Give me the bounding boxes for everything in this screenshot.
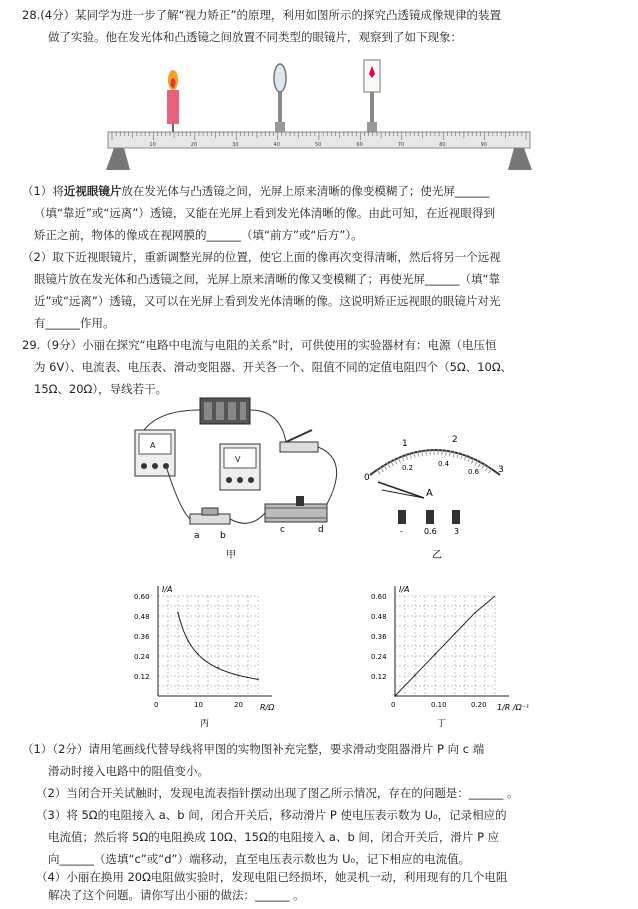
data-point xyxy=(177,612,179,614)
data-point xyxy=(394,695,396,697)
y-tick-label: 0.12 xyxy=(134,673,150,681)
rheostat-icon xyxy=(265,496,327,522)
ruler-tick-label: 10 xyxy=(149,142,156,148)
y-tick-label: 0.60 xyxy=(371,593,387,601)
q29-part4-line1: （4）小丽在换用 20Ω电阻做实验时，发现电阻已经损坏，她灵机一动，利用现有的几个电阻 xyxy=(36,870,508,884)
y-tick-label: 0.12 xyxy=(371,673,387,681)
ruler-tick-label: 60 xyxy=(356,142,363,148)
terminal-06: 0.6 xyxy=(424,527,437,536)
y-tick-label: 0.24 xyxy=(134,653,150,661)
data-point xyxy=(237,674,239,676)
q28-header-2: 做了实验。他在发光体和凸透镜之间放置不同类型的眼镜片，观察到了如下现象： xyxy=(48,30,462,44)
ammeter-icon xyxy=(135,430,175,476)
y-tick-label: 0.36 xyxy=(371,633,387,641)
dial-sub-04: 0.4 xyxy=(438,460,450,468)
chart-caption: 丁 xyxy=(437,719,447,729)
x-tick-label: 0 xyxy=(154,701,159,709)
q28-part2-line4: 有______作用。 xyxy=(34,316,115,330)
q28-part2-line1: （2）取下近视眼镜片，重新调整光屏的位置，使它上面的像再次变得清晰，然后将另一个远视 xyxy=(22,250,501,264)
q28-header: 28.(4分）某同学为进一步了解“视力矫正”的原理，利用如图所示的探究凸透镜成像规律的装置 xyxy=(22,8,502,22)
q29-part3-line2: 电流值；然后将 5Ω的电阻换成 10Ω、15Ω的电阻接入 a、b 间，闭合开关后，滑片 P 应 xyxy=(48,830,500,844)
fig-yi-caption: 乙 xyxy=(432,550,442,561)
x-tick-label: 0.10 xyxy=(431,701,447,709)
x-tick-label: 0 xyxy=(391,701,396,709)
dial-unit: A xyxy=(426,488,433,499)
y-tick-label: 0.36 xyxy=(134,633,150,641)
voltmeter-icon xyxy=(220,444,260,490)
dial-scale-1: 1 xyxy=(402,439,408,449)
ruler-tick-label: 20 xyxy=(190,142,198,148)
ammeter-dial-figure-yi xyxy=(360,430,510,565)
ruler-tick-label: 80 xyxy=(439,142,446,148)
x-axis-label: R/Ω xyxy=(260,703,275,712)
label-a: a xyxy=(194,531,200,541)
x-tick-label: 20 xyxy=(234,701,243,709)
ruler-tick-label: 40 xyxy=(273,142,280,148)
terminal-3: 3 xyxy=(454,527,460,536)
dial-scale-3: 3 xyxy=(498,465,504,475)
q29-part1-line1: （1）（2分）请用笔画线代替导线将甲图的实物图补充完整，要求滑动变阻器滑片 P 向 c 端 xyxy=(22,742,485,756)
q29-part4-line2: 解决了这个问题。请你写出小丽的做法：______ 。 xyxy=(48,888,305,902)
q29-part2: （2）当闭合开关试触时，发现电流表指针摆动出现了图乙所示情况，存在的问题是：______ 。 xyxy=(36,786,519,800)
ruler-tick-label: 90 xyxy=(480,142,487,148)
data-point xyxy=(257,679,259,681)
label-b: b xyxy=(220,531,226,541)
y-tick-label: 0.60 xyxy=(134,593,150,601)
data-point xyxy=(454,633,456,635)
x-axis-label: 1/R /Ω⁻¹ xyxy=(497,703,530,712)
battery-icon xyxy=(200,398,250,424)
q28-part1-line1: （1）将近视眼镜片放在发光体与凸透镜之间，光屏上原来清晰的像变模糊了；使光屏______ xyxy=(22,184,490,198)
q29-part1-line2: 滑动时接入电路中的阻值变小。 xyxy=(48,764,209,778)
data-point xyxy=(474,612,476,614)
data-point xyxy=(187,640,189,642)
light-screen-icon xyxy=(364,60,380,132)
q28-part1-line3: 矫正之前，物体的像成在视网膜的______（填“前方”或“后方”）。 xyxy=(34,228,363,242)
y-axis-label: I/A xyxy=(162,585,173,594)
ruler-tick-label: 30 xyxy=(232,142,239,148)
x-tick-label: 0.20 xyxy=(471,701,487,709)
graph-ding xyxy=(365,580,530,735)
dial-sub-06: 0.6 xyxy=(468,468,480,476)
data-point xyxy=(414,674,416,676)
q29-header: 29.（9分）小丽在探究“电路中电流与电阻的关系”时，可供使用的实验器材有：电源（电压恒 xyxy=(22,338,497,352)
y-axis-label: I/A xyxy=(399,585,410,594)
x-tick-label: 10 xyxy=(194,701,203,709)
fixed-resistor-icon xyxy=(190,508,230,524)
q29-part3-line1: （3）将 5Ω的电阻接入 a、b 间，闭合开关后，移动滑片 P 使电压表示数为 U₀，记录相应的 xyxy=(36,808,507,822)
q29-part3-line3: 向______（选填“c”或“d”）端移动，直至电压表示数也为 U₀，记下相应的电流值。 xyxy=(48,852,471,866)
ruler-tick-label: 70 xyxy=(397,142,405,148)
terminal-minus: - xyxy=(400,527,403,536)
dial-scale-0: 0 xyxy=(364,473,370,483)
q29-header-3: 15Ω、20Ω），导线若干。 xyxy=(34,382,168,396)
label-d: d xyxy=(318,525,324,535)
data-point xyxy=(197,654,199,656)
svg-text:A: A xyxy=(150,441,156,450)
y-tick-label: 0.24 xyxy=(371,653,387,661)
q29-header-2: 为 6V）、电流表、电压表、滑动变阻器、开关各一个、阻值不同的定值电阻四个（5Ω、10Ω、 xyxy=(34,360,513,374)
fig-jia-caption: 甲 xyxy=(226,550,236,561)
label-c: c xyxy=(280,525,285,535)
dial-sub-02: 0.2 xyxy=(402,464,414,472)
circuit-figure-jia xyxy=(120,380,360,565)
dial-needle xyxy=(378,482,424,498)
bench-leg-right xyxy=(508,148,532,170)
q28-part2-line3: 近”或“远离”）透镜，又可以在光屏上看到发光体清晰的像。这说明矫正远视眼的眼镜片对光 xyxy=(34,294,501,308)
optical-bench-figure xyxy=(100,52,540,177)
data-point xyxy=(434,654,436,656)
y-tick-label: 0.48 xyxy=(371,613,387,621)
q28-part2-line2: 眼镜片放在发光体和凸透镜之间，光屏上原来清晰的像又变模糊了；再使光屏______（填“靠 xyxy=(34,272,500,286)
y-tick-label: 0.48 xyxy=(134,613,150,621)
convex-lens-icon xyxy=(274,64,286,132)
candle-icon xyxy=(167,70,179,132)
q28-part1-line2: （填“靠近”或“远离”）透镜，又能在光屏上看到发光体清晰的像。由此可知，在近视眼得到 xyxy=(34,206,495,220)
chart-caption: 丙 xyxy=(200,719,210,729)
svg-text:V: V xyxy=(235,455,241,464)
dial-scale-2: 2 xyxy=(452,435,458,445)
graph-bing xyxy=(128,580,293,735)
ruler-tick-label: 50 xyxy=(315,142,322,148)
bench-leg-left xyxy=(106,148,130,170)
data-point xyxy=(217,667,219,669)
